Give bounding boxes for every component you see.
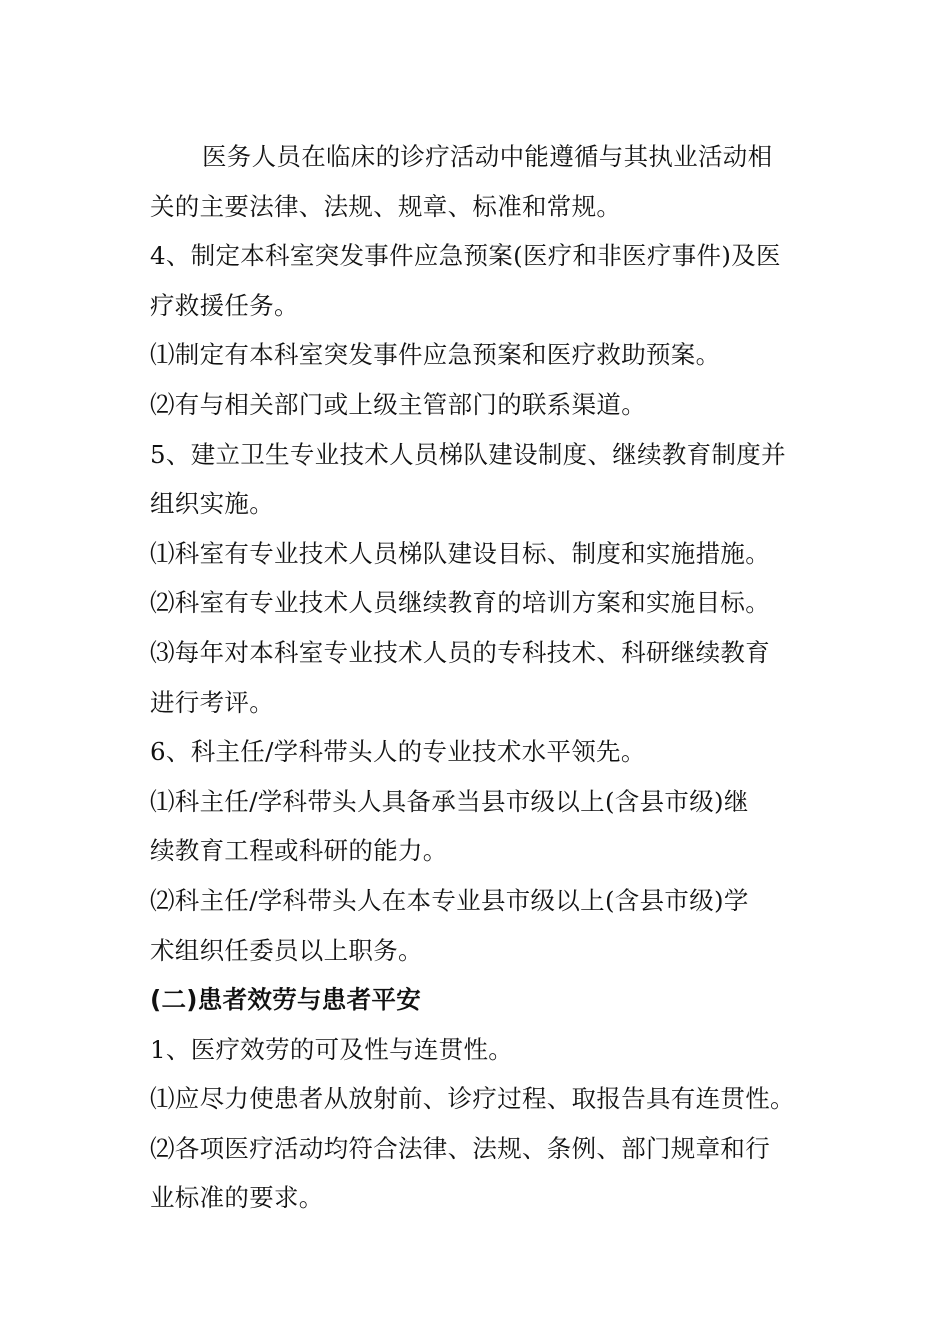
section-item-4: 4、制定本科室突发事件应急预案(医疗和非医疗事件)及医 [150, 241, 781, 271]
paragraph-line: 组织实施。 [150, 489, 274, 519]
sub-item: ⑵科主任/学科带头人在本专业县市级以上(含县市级)学 [150, 885, 749, 915]
sub-item: ⑶每年对本科室专业技术人员的专科技术、科研继续教育 [150, 637, 770, 667]
document-page [150, 132, 830, 1223]
section-heading: (二)患者效劳与患者平安 [150, 985, 421, 1015]
sub-item: ⑴科主任/学科带头人具备承当县市级以上(含县市级)继 [150, 786, 749, 816]
section-item-1: 1、医疗效劳的可及性与连贯性。 [150, 1034, 514, 1064]
paragraph-line: 关的主要法律、法规、规章、标准和常规。 [150, 191, 622, 221]
sub-item: ⑵科室有专业技术人员继续教育的培训方案和实施目标。 [150, 588, 770, 618]
sub-item: ⑴制定有本科室突发事件应急预案和医疗救助预案。 [150, 340, 721, 370]
paragraph-line: 进行考评。 [150, 687, 274, 717]
sub-item: ⑵有与相关部门或上级主管部门的联系渠道。 [150, 389, 646, 419]
section-item-6: 6、科主任/学科带头人的专业技术水平领先。 [150, 737, 646, 767]
paragraph-line: 业标准的要求。 [150, 1183, 324, 1213]
sub-item: ⑵各项医疗活动均符合法律、法规、条例、部门规章和行 [150, 1133, 770, 1163]
paragraph-line: 医务人员在临床的诊疗活动中能遵循与其执业活动相 [202, 142, 773, 171]
sub-item: ⑴应尽力使患者从放射前、诊疗过程、取报告具有连贯性。 [150, 1084, 795, 1114]
paragraph-line: 术组织任委员以上职务。 [150, 935, 423, 965]
section-item-5: 5、建立卫生专业技术人员梯队建设制度、继续教育制度并 [150, 439, 786, 469]
sub-item: ⑴科室有专业技术人员梯队建设目标、制度和实施措施。 [150, 538, 770, 568]
paragraph-line: 续教育工程或科研的能力。 [150, 836, 448, 866]
paragraph-line: 疗救援任务。 [150, 290, 299, 320]
